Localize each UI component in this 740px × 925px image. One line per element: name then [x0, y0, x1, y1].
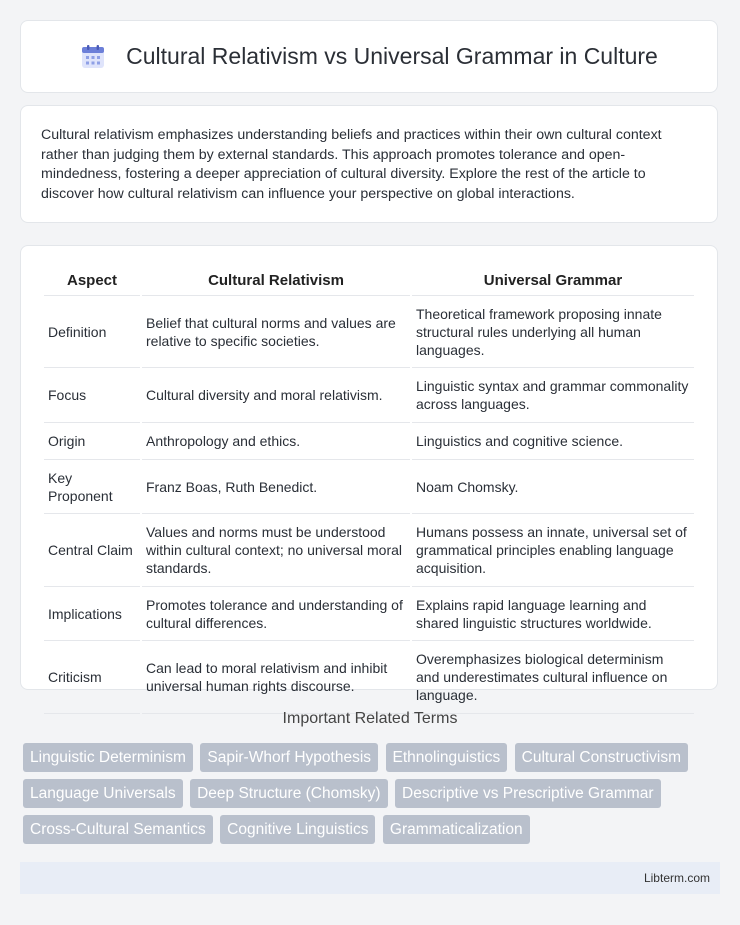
row-universal-grammar: Humans possess an innate, universal set of grammatical principles enabling language acquisition.	[412, 516, 694, 586]
row-aspect: Central Claim	[44, 516, 140, 586]
footer	[20, 862, 720, 894]
header-cultural-relativism: Cultural Relativism	[142, 266, 410, 296]
row-aspect: Criticism	[44, 643, 140, 713]
row-aspect: Origin	[44, 425, 140, 460]
term-tag[interactable]: Descriptive vs Prescriptive Grammar	[395, 779, 661, 808]
term-tag[interactable]: Linguistic Determinism	[23, 743, 193, 772]
table-row	[44, 589, 694, 642]
row-aspect: Implications	[44, 589, 140, 642]
row-aspect: Key Proponent	[44, 462, 140, 515]
related-terms-heading: Important Related Terms	[282, 710, 458, 727]
table-row	[44, 425, 694, 460]
term-tag[interactable]: Cognitive Linguistics	[220, 815, 375, 844]
table-row	[44, 370, 694, 423]
table-row	[44, 643, 694, 713]
row-cultural-relativism: Anthropology and ethics.	[142, 425, 410, 460]
intro-card	[20, 105, 718, 223]
row-cultural-relativism: Franz Boas, Ruth Benedict.	[142, 462, 410, 515]
comparison-table	[42, 264, 696, 716]
related-terms-list	[23, 743, 723, 851]
row-cultural-relativism: Promotes tolerance and understanding of cultural differences.	[142, 589, 410, 642]
row-cultural-relativism: Belief that cultural norms and values are relative to specific societies.	[142, 298, 410, 368]
term-tag[interactable]: Ethnolinguistics	[386, 743, 508, 772]
row-universal-grammar: Linguistics and cognitive science.	[412, 425, 694, 460]
calendar-icon	[80, 44, 106, 70]
page-title: Cultural Relativism vs Universal Grammar in Culture	[126, 43, 658, 69]
table-row	[44, 516, 694, 586]
row-universal-grammar: Explains rapid language learning and shared linguistic structures worldwide.	[412, 589, 694, 642]
row-cultural-relativism: Can lead to moral relativism and inhibit universal human rights discourse.	[142, 643, 410, 713]
intro-text: Cultural relativism emphasizes understanding beliefs and practices within their own cultural context rather than judging them by external standards. This approach promotes tolerance and open-mindedness, fostering a deeper appreciation of cultural diversity. Explore the rest of the article to discover how cultural relativism can influence your perspective on global interactions.	[41, 127, 662, 202]
term-tag[interactable]: Deep Structure (Chomsky)	[190, 779, 387, 808]
term-tag[interactable]: Grammaticalization	[383, 815, 530, 844]
header-aspect: Aspect	[44, 266, 140, 296]
term-tag[interactable]: Language Universals	[23, 779, 183, 808]
footer-link[interactable]: Libterm.com	[643, 871, 710, 885]
row-cultural-relativism: Cultural diversity and moral relativism.	[142, 370, 410, 423]
row-universal-grammar: Overemphasizes biological determinism and underestimates cultural influence on language.	[412, 643, 694, 713]
row-universal-grammar: Noam Chomsky.	[412, 462, 694, 515]
header-universal-grammar: Universal Grammar	[412, 266, 694, 296]
table-row	[44, 298, 694, 368]
row-universal-grammar: Linguistic syntax and grammar commonality across languages.	[412, 370, 694, 423]
term-tag[interactable]: Cultural Constructivism	[515, 743, 688, 772]
table-header-row	[44, 266, 694, 296]
row-universal-grammar: Theoretical framework proposing innate structural rules underlying all human languages.	[412, 298, 694, 368]
comparison-card	[20, 245, 718, 703]
row-aspect: Definition	[44, 298, 140, 368]
table-row	[44, 462, 694, 515]
row-aspect: Focus	[44, 370, 140, 423]
term-tag[interactable]: Sapir-Whorf Hypothesis	[200, 743, 378, 772]
term-tag[interactable]: Cross-Cultural Semantics	[23, 815, 213, 844]
row-cultural-relativism: Values and norms must be understood within cultural context; no universal moral standards.	[142, 516, 410, 586]
title-card	[20, 20, 718, 93]
